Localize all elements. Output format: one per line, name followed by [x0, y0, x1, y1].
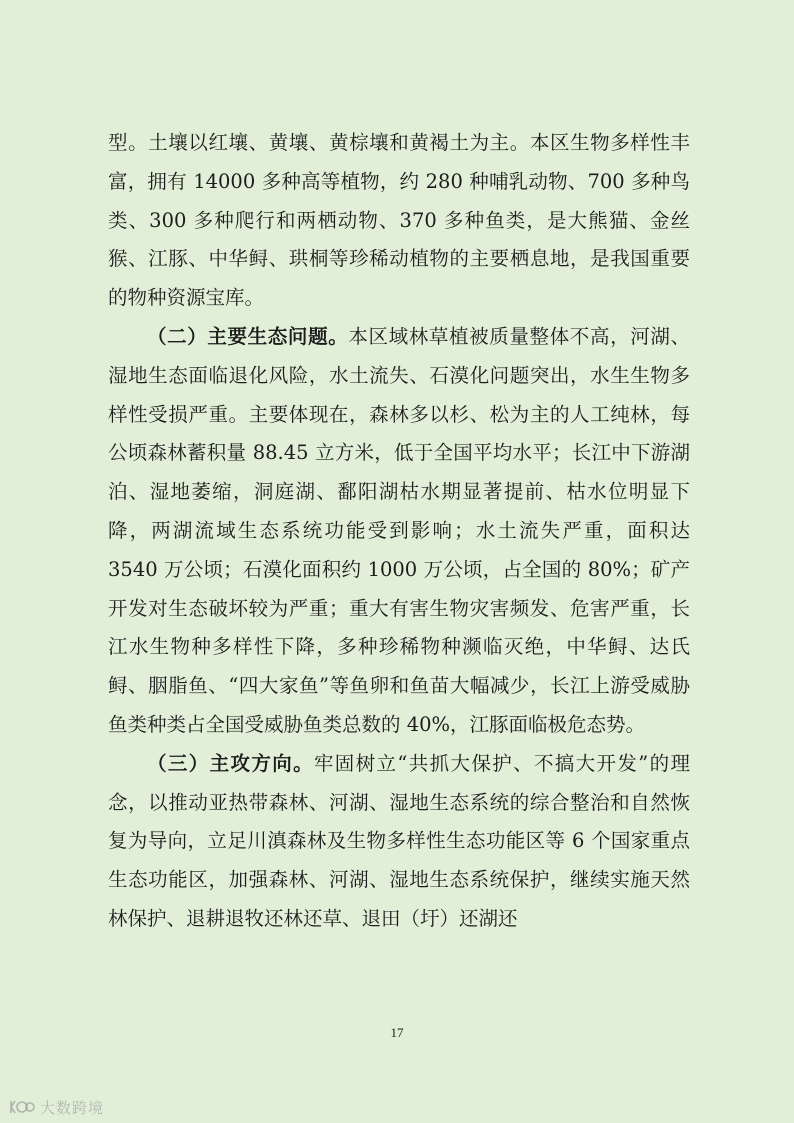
paragraph-2	[108, 318, 690, 745]
paragraph-2-body: 本区域林草植被质量整体不高，河湖、湿地生态面临退化风险，水土流失、石漠化问题突出，水生生物多样性受损严重。主要体现在，森林多以杉、松为主的人工纯林，每公顷森林蓄积量 88.45 立方米，低于全国平均水平；长江中下游湖泊、湿地萎缩，洞庭湖、鄱阳湖枯水期显著提前、枯水位明显下降，两湖流域生态系统功能受到影响；水土流失严重，面积达 3540 万公顷；石漠化面积约 1000 万公顷，占全国的 80%；矿产开发对生态破坏较为严重；重大有害生物灾害频发、危害严重，长江水生物种多样性下降，多种珍稀物种濒临灭绝，中华鲟、达氏鲟、胭脂鱼、“四大家鱼”等鱼卵和鱼苗大幅减少，长江上游受威胁鱼类种类占全国受威胁鱼类总数的 40%，江豚面临极危态势。	[108, 324, 690, 736]
paragraph-3	[108, 745, 690, 939]
watermark	[8, 1096, 104, 1118]
section-heading-3: （三）主攻方向。	[147, 751, 314, 775]
watermark-text: 大数跨境	[40, 1098, 105, 1117]
page-number: 17	[390, 1025, 404, 1040]
brand-logo-icon	[8, 1097, 36, 1117]
paragraph-1: 型。土壤以红壤、黄壤、黄棕壤和黄褐土为主。本区生物多样性丰富，拥有 14000 多种高等植物，约 280 种哺乳动物、700 多种鸟类、300 多种爬行和两栖动物、370 多种鱼类，是大熊猫、金丝猴、江豚、中华鲟、珙桐等珍稀动植物的主要栖息地，是我国重要的物种资源宝库。	[108, 131, 690, 310]
document-body	[108, 124, 690, 939]
section-heading-2: （二）主要生态问题。	[147, 324, 349, 348]
paragraph-3-body: 牢固树立“共抓大保护、不搞大开发”的理念，以推动亚热带森林、河湖、湿地生态系统的综合整治和自然恢复为导向，立足川滇森林及生物多样性生态功能区等 6 个国家重点生态功能区，加强森林、河湖、湿地生态系统保护，继续实施天然林保护、退耕退牧还林还草、退田（圩）还湖还	[108, 751, 690, 930]
